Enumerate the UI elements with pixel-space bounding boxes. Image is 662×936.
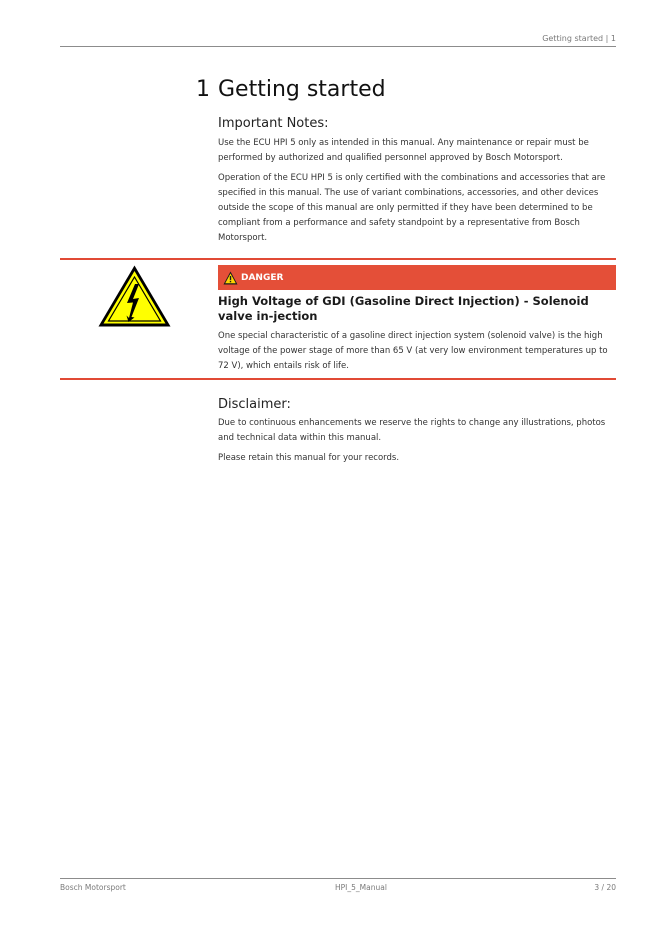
- important-notes-heading: Important Notes:: [218, 116, 329, 131]
- running-head: Getting started | 1: [542, 34, 616, 43]
- danger-text: One special characteristic of a gasoline direct injection system (solenoid valve) is the high voltage of the power stage of more than 65 V (at very low environment temperatures up to 72 V), which entails risk of life.: [218, 331, 608, 371]
- important-notes-paragraph-1: Use the ECU HPI 5 only as intended in this manual. Any maintenance or repair must be performed by authorized and qualified personnel approved by Bosch Motorsport.: [218, 138, 589, 163]
- danger-title: High Voltage of GDI (Gasoline Direct Injection) - Solenoid valve in-jection: [218, 294, 589, 323]
- page-footer: [60, 878, 616, 893]
- chapter-number: 1: [196, 77, 210, 102]
- chapter-title: [196, 76, 386, 104]
- footer-publisher: Bosch Motorsport: [60, 883, 126, 892]
- danger-bottom-rule: [60, 378, 616, 380]
- important-notes-paragraph-2: Operation of the ECU HPI 5 is only certified with the combinations and accessories that are specified in this manual. The use of variant combinations, accessories, and other devices outside the scope of this manual are only permitted if they have been determined to be compliant from a performance and safety standpoint by a representative from Bosch Motorsport.: [218, 173, 606, 243]
- disclaimer-paragraph-1: Due to continuous enhancements we reserve the rights to change any illustrations, photos and technical data within this manual.: [218, 418, 606, 443]
- page-header: [60, 34, 616, 47]
- danger-top-rule: [60, 258, 616, 260]
- disclaimer-heading: Disclaimer:: [218, 397, 291, 412]
- footer-document-name: HPI_5_Manual: [335, 883, 387, 892]
- footer-page-number: 3 / 20: [594, 883, 616, 892]
- disclaimer-paragraph-2: Please retain this manual for your records.: [218, 453, 400, 463]
- high-voltage-hazard-icon: [97, 264, 172, 328]
- warning-triangle-icon: [223, 271, 238, 285]
- danger-label: DANGER: [241, 273, 284, 283]
- chapter-title-text: Getting started: [218, 77, 386, 102]
- danger-banner: [218, 265, 616, 290]
